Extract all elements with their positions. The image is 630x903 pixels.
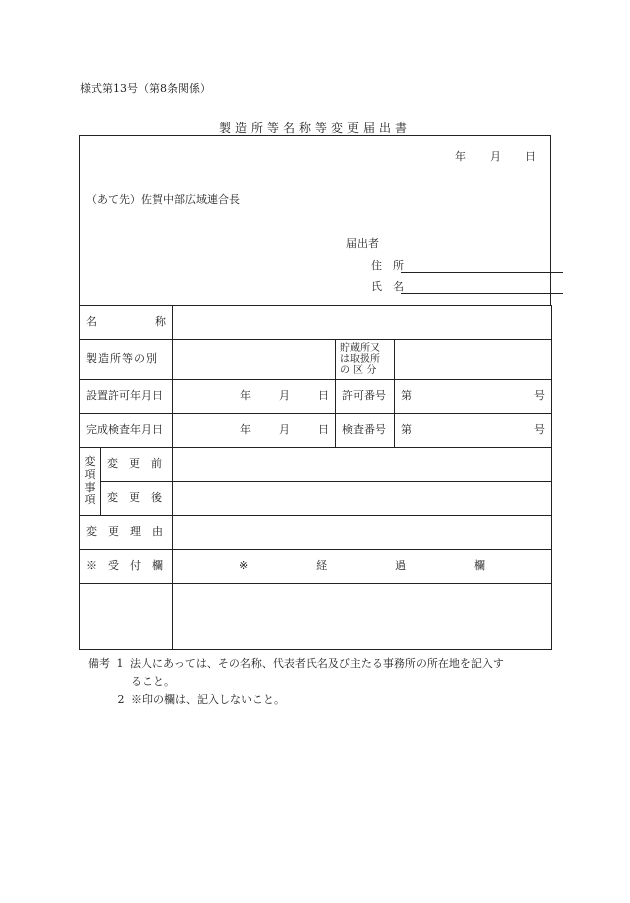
storage-value[interactable] <box>395 340 552 380</box>
form-table <box>79 305 552 650</box>
row-before <box>80 448 552 482</box>
inspection-date-value[interactable]: 年 月 日 <box>173 414 336 448</box>
row-name <box>80 306 552 340</box>
note1-cont: ること。 <box>131 675 175 688</box>
address-line[interactable] <box>371 257 563 273</box>
address-field[interactable] <box>401 258 563 273</box>
row-reason <box>80 516 552 550</box>
name-field[interactable] <box>401 279 563 294</box>
note2-text: ※印の欄は、記入しないこと。 <box>131 693 285 706</box>
label-permit-number: 許可番号 <box>336 380 395 414</box>
label-install-date: 設置許可年月日 <box>80 380 173 414</box>
install-date-value[interactable]: 年 月 日 <box>173 380 336 414</box>
row-after <box>80 482 552 516</box>
label-inspection-date: 完成検査年月日 <box>80 414 173 448</box>
notes-label: 備考 <box>88 657 110 670</box>
name-label: 氏 名 <box>371 280 404 293</box>
label-name-a: 名 <box>86 315 97 329</box>
addressee: （あて先）佐賀中部広域連合長 <box>86 193 240 206</box>
note1-number: 1 <box>116 657 124 670</box>
address-label: 住 所 <box>371 259 404 272</box>
notes <box>88 655 504 709</box>
permit-number-value[interactable]: 第 号 <box>395 380 552 414</box>
row-category <box>80 340 552 380</box>
label-before: 変 更 前 <box>101 448 173 482</box>
progress-value[interactable] <box>173 584 552 650</box>
category-value[interactable] <box>173 340 336 380</box>
label-change-items: 変 項 事 項 <box>80 448 101 516</box>
row-blank <box>80 584 552 650</box>
date-year: 年 <box>455 150 466 163</box>
header-section <box>79 135 551 306</box>
note2-number: 2 <box>117 693 125 706</box>
label-after: 変 更 後 <box>101 482 173 516</box>
reason-value[interactable] <box>173 516 552 550</box>
row-inspection <box>80 414 552 448</box>
date-month: 月 <box>490 150 501 163</box>
label-name-b: 称 <box>155 315 166 329</box>
after-value[interactable] <box>173 482 552 516</box>
reception-value[interactable] <box>80 584 173 650</box>
name-line[interactable] <box>371 278 563 294</box>
row-install <box>80 380 552 414</box>
label-reception: ※ 受 付 欄 <box>80 550 173 584</box>
label-inspection-number: 検査番号 <box>336 414 395 448</box>
label-progress: ※ 経 過 欄 <box>173 550 552 584</box>
label-category: 製造所等の別 <box>80 340 173 380</box>
notifier-label: 届出者 <box>346 237 379 250</box>
row-headers <box>80 550 552 584</box>
label-reason: 変 更 理 由 <box>80 516 173 550</box>
form-number: 様式第13号（第8条関係） <box>80 82 211 95</box>
form-title: 製造所等名称等変更届出書 <box>218 121 411 135</box>
date-day: 日 <box>525 150 536 163</box>
label-storage: 貯蔵所又 は取扱所 の 区 分 <box>336 340 395 380</box>
inspection-number-value[interactable]: 第 号 <box>395 414 552 448</box>
name-value[interactable] <box>173 306 552 340</box>
before-value[interactable] <box>173 448 552 482</box>
note1-text: 法人にあっては、その名称、代表者氏名及び主たる事務所の所在地を記入す <box>130 657 504 670</box>
